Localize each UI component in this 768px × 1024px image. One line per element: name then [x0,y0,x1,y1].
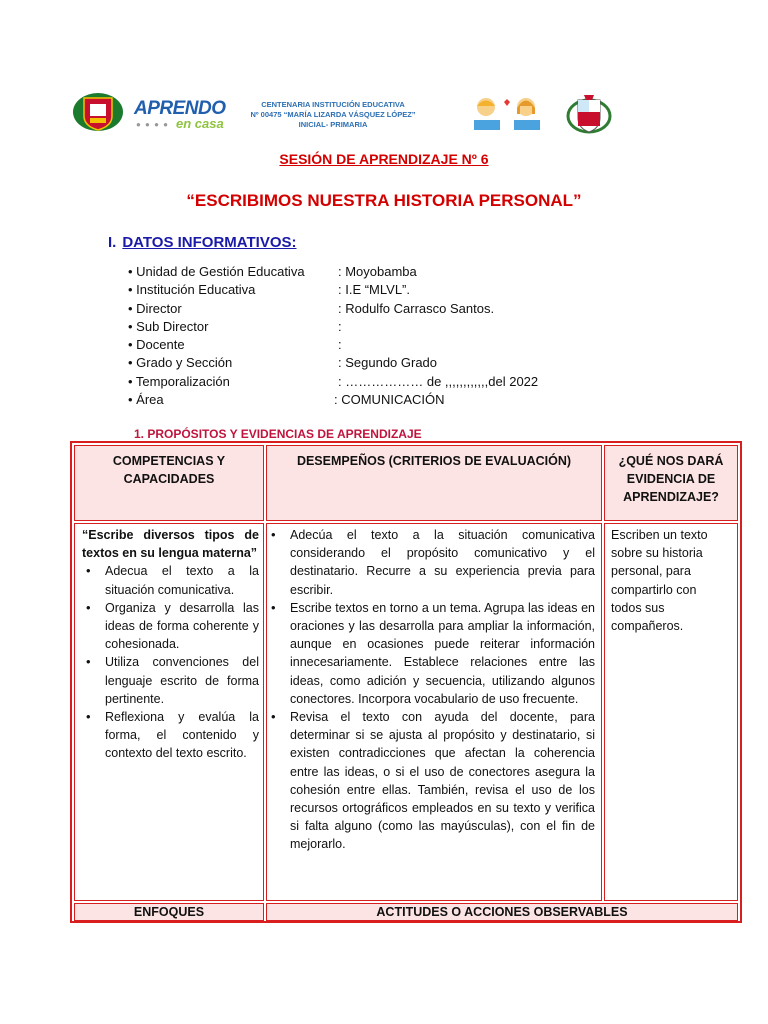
peru-coat-of-arms [566,92,612,134]
list-item: • Revisa el texto con ayuda del docente, para determinar si se ajusta al propósito y destinatario, si existen contradicciones que afectan la coherencia entre las ideas, o si el uso de conectores asegura la cohesión entre ellas. También, revisa el uso de los recursos ortográficos empleados en su texto y verifica si falta alguno (como las mayúsculas), con el fin de mejorarlo. [267,708,595,854]
competencia-title: “Escribe diversos tipos de textos en su lengua materna” [82,528,259,561]
header-evidencia: ¿QUÉ NOS DARÁ EVIDENCIA DE APRENDIZAJE? [604,445,738,521]
learning-purposes-table [70,441,742,923]
header-competencias: COMPETENCIAS Y CAPACIDADES [74,445,264,521]
competencias-cell [74,523,264,901]
session-title: SESIÓN DE APRENDIZAJE Nº 6 [279,151,489,167]
desempenos-cell [266,523,602,901]
list-item: • Adecúa el texto a la situación comunicativa considerando el propósito comunicativo y el destinatario. Recurre a su experiencia previa para escribir. [267,526,595,599]
header-desempenos: DESEMPEÑOS (CRITERIOS DE EVALUACIÓN) [266,445,602,521]
evidencia-cell: Escriben un texto sobre su historia personal, para compartirlo con todos sus compañeros. [604,523,738,901]
list-item: • Escribe textos en torno a un tema. Agrupa las ideas en oraciones y las desarrolla para ampliar la información, aunque en ocasiones puede reiterar información innecesariamente. Establece relaciones entre las ideas, como adición y secuencia, utilizando algunos conectores. Incorpora vocabulario de uso frecuente. [267,599,595,708]
list-item: • Adecua el texto a la situación comunicativa. [82,562,259,598]
footer-enfoques: ENFOQUES [74,903,264,921]
main-title: “ESCRIBIMOS NUESTRA HISTORIA PERSONAL” [186,191,582,210]
subsection-propositos: 1. PROPÓSITOS Y EVIDENCIAS DE APRENDIZAJE [134,427,422,441]
list-item: • Organiza y desarrolla las ideas de forma coherente y cohesionada. [82,599,259,654]
section-datos-informativos: I. DATOS INFORMATIVOS: [108,234,297,251]
students-illustration [466,94,548,134]
school-name: CENTENARIA INSTITUCIÓN EDUCATIVA Nº 00475 “MARÍA LIZARDA VÁSQUEZ LÓPEZ” INICIAL- PRIMARIA [250,100,416,129]
school-shield-logo [72,92,124,132]
list-item: • Utiliza convenciones del lenguaje escrito de forma pertinente. [82,653,259,708]
desempenos-list [267,526,595,854]
footer-actitudes: ACTITUDES O ACCIONES OBSERVABLES [266,903,738,921]
capacidades-list [82,562,259,762]
aprendo-en-casa-logo: APRENDO ● ● ● ● en casa [134,98,226,131]
list-item: • Reflexiona y evalúa la forma, el contenido y contexto del texto escrito. [82,708,259,763]
